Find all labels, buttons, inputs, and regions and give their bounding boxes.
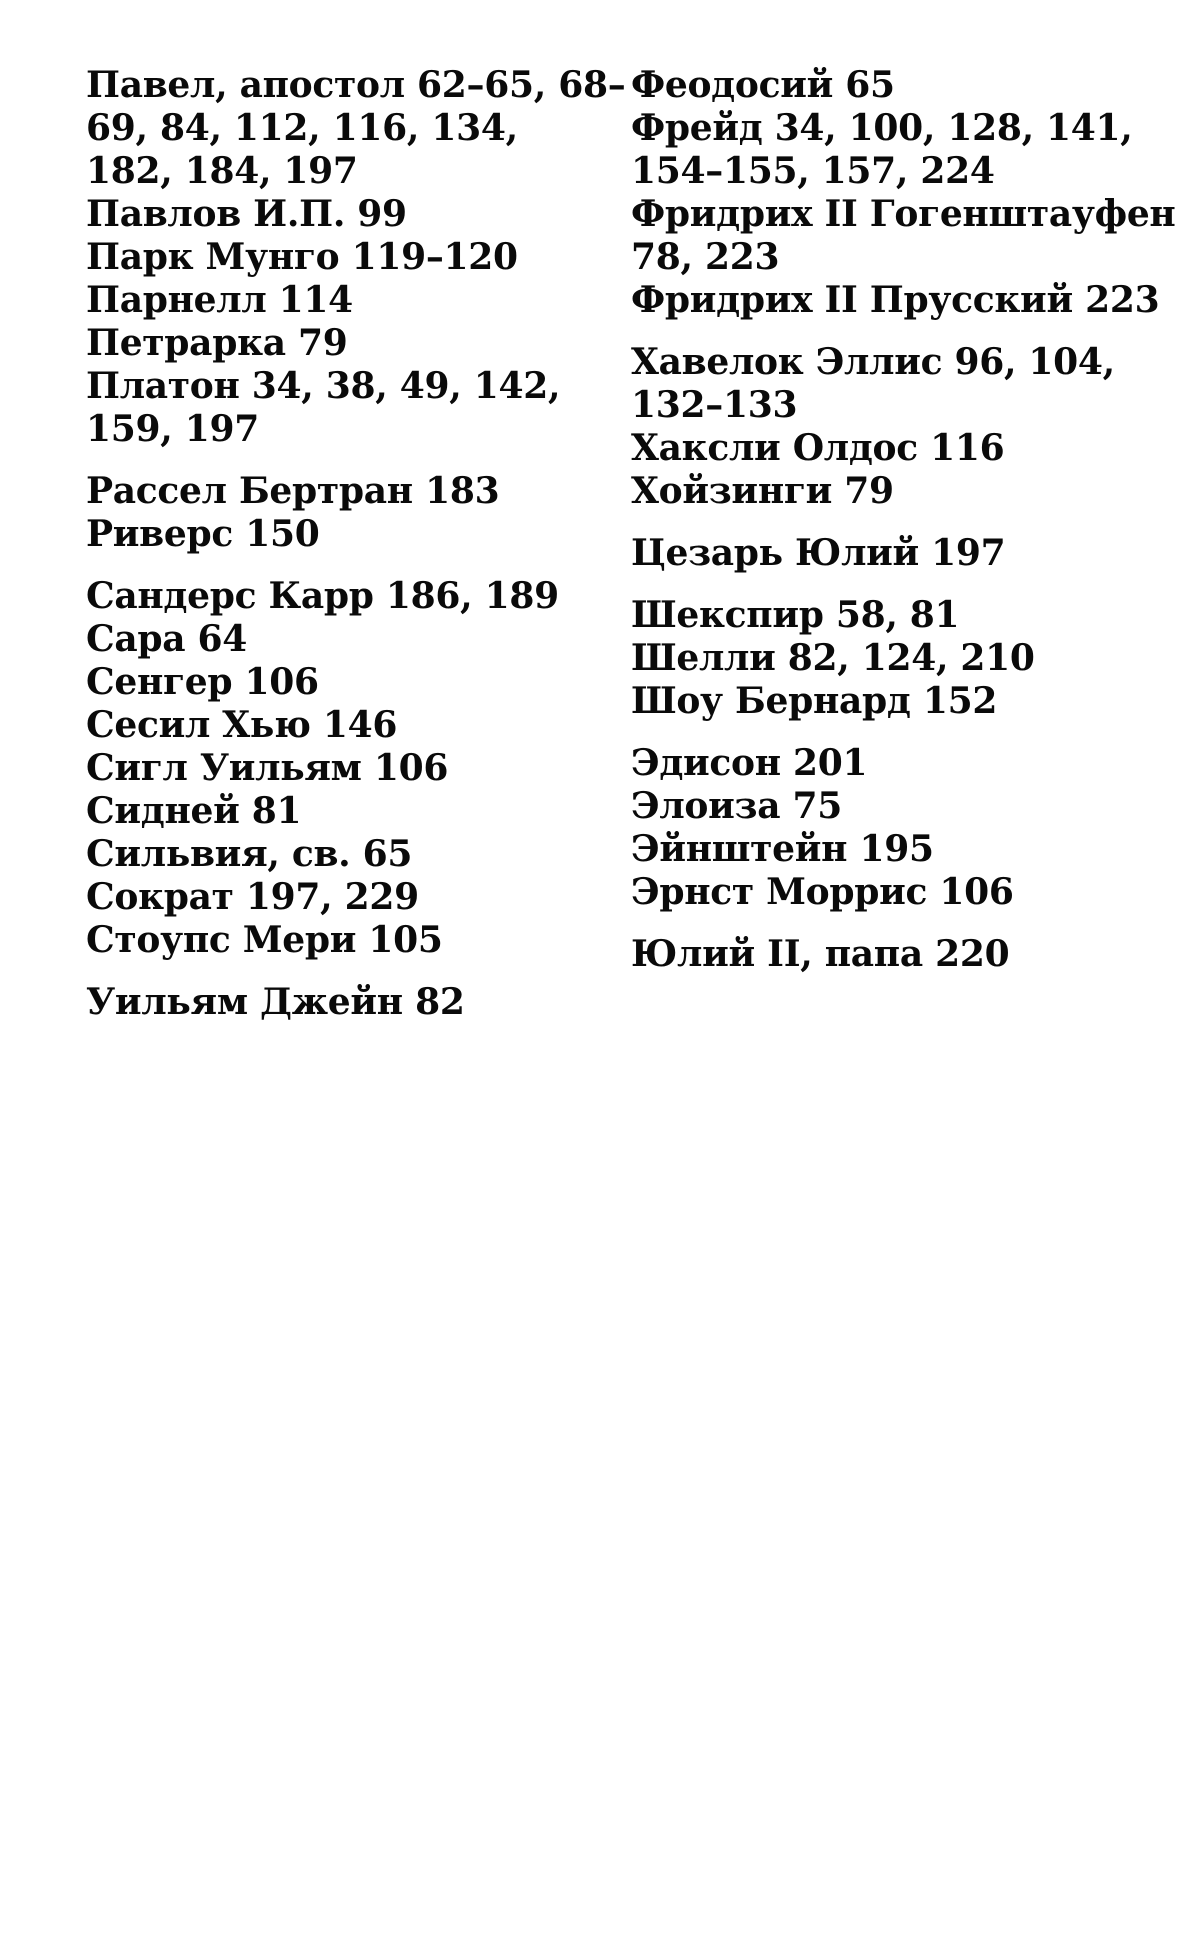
index-entry-line: Рассел Бертран 183 <box>86 470 500 512</box>
index-entry-line: Платон 34, 38, 49, 142, <box>86 365 561 407</box>
index-entry-line: 69, 84, 112, 116, 134, <box>86 107 518 149</box>
index-entry <box>86 193 626 236</box>
index-entry-line: Сесил Хью 146 <box>86 704 398 746</box>
index-entry <box>86 236 626 279</box>
index-entry-line: Шекспир 58, 81 <box>631 594 960 636</box>
index-entry <box>86 365 626 451</box>
index-entry-line: Фридрих II Гогенштауфен <box>631 193 1176 235</box>
index-letter-group <box>86 64 626 451</box>
index-entry-line: Парк Мунго 119–120 <box>86 236 518 278</box>
index-letter-group <box>86 981 626 1024</box>
index-entry-line: Сенгер 106 <box>86 661 319 703</box>
index-entry-line: Парнелл 114 <box>86 279 353 321</box>
index-entry <box>86 470 626 513</box>
index-letter-group <box>631 341 1191 513</box>
index-entry-line: Павлов И.П. 99 <box>86 193 407 235</box>
index-entry <box>631 107 1191 193</box>
index-entry <box>86 279 626 322</box>
index-entry-line: Эдисон 201 <box>631 742 868 784</box>
index-column-right <box>631 64 1191 995</box>
index-entry-line: Уильям Джейн 82 <box>86 981 465 1023</box>
index-entry-line: 182, 184, 197 <box>86 150 358 192</box>
index-entry <box>86 618 626 661</box>
index-entry-line: Сандерс Карр 186, 189 <box>86 575 559 617</box>
index-entry-line: Петрарка 79 <box>86 322 348 364</box>
index-entry <box>86 64 626 193</box>
index-entry-line: Сильвия, св. 65 <box>86 833 413 875</box>
index-letter-group <box>631 933 1191 976</box>
index-entry <box>631 680 1191 723</box>
index-entry-line: 132–133 <box>631 384 798 426</box>
index-entry-line: Шоу Бернард 152 <box>631 680 998 722</box>
index-entry-line: Стоупс Мери 105 <box>86 919 443 961</box>
index-entry <box>631 594 1191 637</box>
index-entry <box>86 876 626 919</box>
index-entry <box>631 64 1191 107</box>
index-entry-line: Шелли 82, 124, 210 <box>631 637 1035 679</box>
index-entry-line: Фрейд 34, 100, 128, 141, <box>631 107 1133 149</box>
index-entry-line: Сигл Уильям 106 <box>86 747 449 789</box>
index-entry <box>631 427 1191 470</box>
index-entry-line: 78, 223 <box>631 236 780 278</box>
index-entry <box>86 661 626 704</box>
index-entry-line: Феодосий 65 <box>631 64 895 106</box>
index-entry <box>631 193 1191 279</box>
index-entry <box>631 933 1191 976</box>
index-entry-line: Хавелок Эллис 96, 104, <box>631 341 1115 383</box>
index-column-left <box>86 64 626 1043</box>
index-entry-line: Сара 64 <box>86 618 248 660</box>
index-entry-line: Хаксли Олдос 116 <box>631 427 1005 469</box>
index-entry <box>631 637 1191 680</box>
index-entry <box>631 828 1191 871</box>
index-entry <box>86 747 626 790</box>
index-letter-group <box>631 742 1191 914</box>
index-entry <box>631 871 1191 914</box>
index-entry-line: 159, 197 <box>86 408 259 450</box>
index-entry <box>631 532 1191 575</box>
index-entry-line: Хойзинги 79 <box>631 470 894 512</box>
index-entry <box>631 341 1191 427</box>
index-entry <box>86 981 626 1024</box>
index-entry-line: Юлий II, папа 220 <box>631 933 1010 975</box>
index-entry-line: Цезарь Юлий 197 <box>631 532 1006 574</box>
index-entry <box>631 742 1191 785</box>
index-entry-line: Сократ 197, 229 <box>86 876 419 918</box>
index-entry <box>86 919 626 962</box>
index-entry <box>86 790 626 833</box>
index-entry <box>631 279 1191 322</box>
index-entry-line: Эрнст Моррис 106 <box>631 871 1014 913</box>
index-letter-group <box>631 64 1191 322</box>
index-entry <box>86 513 626 556</box>
index-letter-group <box>86 470 626 556</box>
index-entry <box>86 704 626 747</box>
index-entry <box>86 322 626 365</box>
index-entry-line: Фридрих II Прусский 223 <box>631 279 1160 321</box>
index-entry-line: Павел, апостол 62–65, 68– <box>86 64 626 106</box>
index-entry-line: Сидней 81 <box>86 790 302 832</box>
index-letter-group <box>86 575 626 962</box>
index-entry-line: Элоиза 75 <box>631 785 842 827</box>
index-entry-line: 154–155, 157, 224 <box>631 150 995 192</box>
index-entry-line: Риверс 150 <box>86 513 320 555</box>
index-letter-group <box>631 594 1191 723</box>
index-entry <box>631 470 1191 513</box>
index-entry <box>86 575 626 618</box>
index-entry <box>631 785 1191 828</box>
index-letter-group <box>631 532 1191 575</box>
index-entry-line: Эйнштейн 195 <box>631 828 934 870</box>
index-entry <box>86 833 626 876</box>
